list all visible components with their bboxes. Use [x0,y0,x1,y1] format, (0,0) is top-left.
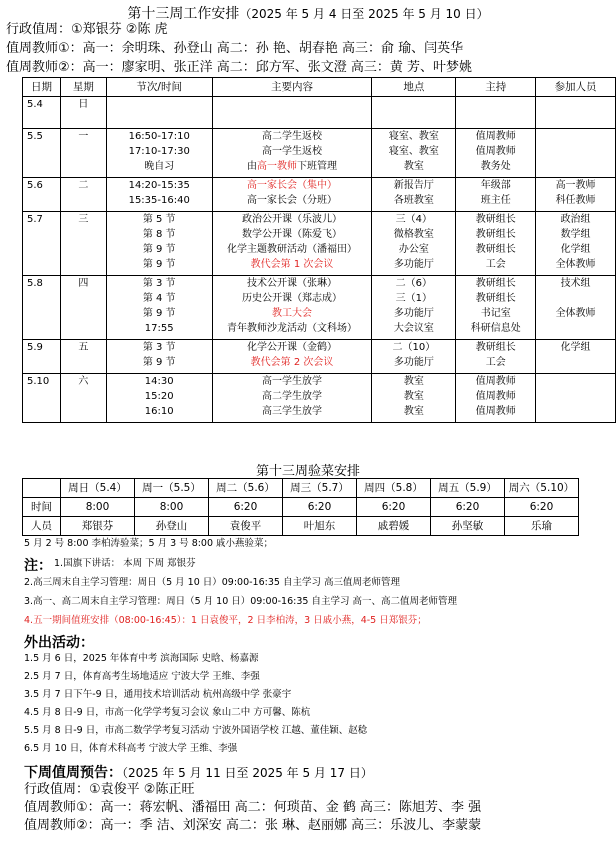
schedule-host-line: 值周教师 [475,146,516,157]
veg-time-cell: 8:00 [61,498,135,517]
schedule-time-line: 第 5 节 [142,214,176,225]
schedule-header-cell: 日期 [23,78,61,97]
schedule-time-line: 第 9 节 [142,357,176,368]
veg-day-cell: 周日（5.4） [61,479,135,498]
schedule-content-line: 高一家长会（分班） [247,195,338,206]
schedule-content-cell [212,97,372,129]
schedule-people-line [536,404,615,419]
schedule-people-line: 技术组 [560,278,591,289]
veg-table [22,478,579,536]
schedule-time-cell [106,276,212,340]
schedule-time-cell [106,374,212,423]
outing-heading: 外出活动： [24,635,94,651]
outing-item: 5.5 月 8 日-9 日，市高二数学学考复习活动 宁波外国语学校 江越、董佳颖、赵稔 [24,725,368,736]
veg-time-cell: 6:20 [283,498,357,517]
schedule-content-cell [212,178,372,212]
schedule-time-cell [106,129,212,178]
schedule-time-cell [106,97,212,129]
schedule-weekday-cell: 二 [60,178,106,212]
schedule-place-line: 教室 [403,376,424,387]
schedule-time-line: 16:50-17:10 [128,131,190,142]
schedule-host-line: 教研组长 [475,244,516,255]
veg-time-label: 时间 [23,498,61,517]
schedule-host-cell [456,97,536,129]
schedule-time-line: 第 3 节 [142,342,176,353]
schedule-place-line: 办公室 [398,244,429,255]
schedule-host-cell [456,212,536,276]
next-teacher-duty-2: 值周教师②：高一：季 洁、刘深安 高二：张 琳、赵丽娜 高三：乐波儿、李蒙蒙 [24,818,482,833]
veg-day-cell: 周四（5.8） [357,479,431,498]
schedule-host-line: 教研组长 [475,342,516,353]
veg-day-cell: 周二（5.6） [209,479,283,498]
schedule-host-line: 值周教师 [475,406,516,417]
schedule-place-line: 多功能厅 [393,357,434,368]
schedule-table [22,77,616,423]
schedule-host-line: 年级部 [480,180,511,191]
outing-item: 3.5 月 7 日下午-9 日，通用技术培训活动 杭州高级中学 张豪宇 [24,689,292,700]
schedule-weekday-cell: 一 [60,129,106,178]
schedule-content-line: 高一学生放学 [262,376,323,387]
schedule-time-line: 17:10-17:30 [128,146,190,157]
schedule-date-cell: 5.5 [23,129,61,178]
schedule-time-line: 第 8 节 [142,229,176,240]
veg-time-cell: 6:20 [209,498,283,517]
schedule-content-line: 教代会第 1 次会议 [250,259,334,270]
schedule-content-line: 高一学生返校 [262,146,323,157]
schedule-content-line [213,97,372,112]
schedule-host-cell [456,276,536,340]
outing-item: 1.5 月 6 日，2025 年体育中考 滨海国际 史晗、杨嘉源 [24,653,259,664]
schedule-time-line: 第 4 节 [142,293,176,304]
schedule-content-cell [212,374,372,423]
veg-note: 5 月 2 号 8:00 李柏涛验菜；5 月 3 号 8:00 戚小燕验菜； [24,538,274,549]
note-1: 1.国旗下讲话： 本周 下周 郑银芬 [54,558,196,569]
schedule-row [23,97,616,129]
schedule-people-line: 科任教师 [555,195,596,206]
schedule-weekday-cell: 五 [60,340,106,374]
veg-day-cell: 周五（5.9） [431,479,505,498]
veg-time-cell: 8:00 [135,498,209,517]
schedule-row [23,212,616,276]
schedule-time-line: 第 9 节 [142,259,176,270]
schedule-place-line: 教室 [403,406,424,417]
schedule-time-line: 晚自习 [144,161,175,172]
veg-person-cell: 孙坚敏 [431,517,505,536]
schedule-host-line: 教务处 [480,161,511,172]
schedule-row [23,276,616,340]
schedule-people-line [536,144,615,159]
schedule-content-line: 数学公开课（陈爱飞） [242,229,343,240]
schedule-time-cell [106,178,212,212]
schedule-header-cell: 星期 [60,78,106,97]
schedule-row [23,340,616,374]
veg-day-cell: 周一（5.5） [135,479,209,498]
outing-item: 4.5 月 8 日-9 日，市高一化学学考复习会议 象山二中 方可馨、陈杭 [24,707,311,718]
veg-days-row [23,479,579,498]
schedule-header-cell: 参加人员 [536,78,616,97]
next-week-heading [24,762,373,782]
schedule-people-cell [536,374,616,423]
schedule-weekday-cell: 日 [60,97,106,129]
schedule-time-cell [106,212,212,276]
schedule-time-line: 第 3 节 [142,278,176,289]
schedule-place-line: 二（6） [395,278,433,289]
schedule-host-cell [456,129,536,178]
outing-item: 2.5 月 7 日，体育高考生场地适应 宁波大学 王维、李强 [24,671,260,682]
schedule-time-cell [106,340,212,374]
title-date-range: （2025 年 5 月 4 日至 2025 年 5 月 10 日） [239,7,489,21]
schedule-people-line: 高一教师 [555,180,596,191]
next-admin-duty: 行政值周：①袁俊平 ②陈正旺 [24,782,195,797]
schedule-content-line: 教工大会 [272,308,313,319]
veg-person-label: 人员 [23,517,61,536]
note-2: 2.高三周末自主学习管理：周日（5 月 10 日）09:00-16:35 自主学习 高三值周老师管理 [24,577,400,588]
schedule-people-cell [536,97,616,129]
veg-time-row [23,498,579,517]
schedule-content-cell [212,129,372,178]
schedule-host-line: 班主任 [480,195,511,206]
schedule-people-line: 化学组 [560,342,591,353]
schedule-header-cell: 主持 [456,78,536,97]
veg-person-cell: 叶旭东 [283,517,357,536]
veg-person-cell: 戚碧媛 [357,517,431,536]
schedule-host-cell [456,374,536,423]
schedule-header-cell: 主要内容 [212,78,372,97]
schedule-place-cell [372,212,456,276]
schedule-row [23,178,616,212]
schedule-time-line: 第 9 节 [142,308,176,319]
schedule-place-cell [372,97,456,129]
schedule-time-line [107,97,212,112]
schedule-people-line [536,159,615,174]
schedule-host-line: 教研组长 [475,214,516,225]
schedule-content-line [213,159,372,174]
schedule-people-line [536,321,615,336]
schedule-host-line: 教研组长 [475,293,516,304]
schedule-date-cell: 5.7 [23,212,61,276]
schedule-date-cell: 5.6 [23,178,61,212]
notes-heading: 注： [24,558,52,574]
schedule-people-cell [536,340,616,374]
schedule-place-line: 新报告厅 [393,180,434,191]
outing-item: 6.5 月 10 日，体育术科高考 宁波大学 王维、李强 [24,743,238,754]
content-highlight: 高一教师 [257,161,298,172]
schedule-place-line: 大会议室 [393,323,434,334]
schedule-host-line: 工会 [485,357,506,368]
schedule-weekday-cell: 六 [60,374,106,423]
teacher-duty-2: 值周教师②：高一：廖家明、张正洋 高二：邱方军、张文澄 高三：黄 芳、叶梦姚 [6,60,473,75]
schedule-host-line: 值周教师 [475,391,516,402]
schedule-content-line: 化学主题教研活动（潘福田） [227,244,358,255]
schedule-time-line: 15:20 [144,391,174,402]
next-week-range: （2025 年 5 月 11 日至 2025 年 5 月 17 日） [122,766,373,780]
schedule-people-cell [536,129,616,178]
schedule-header-row [23,78,616,97]
veg-person-row [23,517,579,536]
schedule-time-line: 15:35-16:40 [128,195,190,206]
schedule-place-cell [372,340,456,374]
schedule-host-line: 书记室 [480,308,511,319]
schedule-content-cell [212,276,372,340]
schedule-place-cell [372,374,456,423]
veg-time-cell: 6:20 [505,498,579,517]
schedule-time-line: 14:20-15:35 [128,180,190,191]
schedule-place-line [372,97,455,112]
schedule-date-cell: 5.9 [23,340,61,374]
veg-person-cell: 袁俊平 [209,517,283,536]
schedule-content-cell [212,340,372,374]
schedule-row [23,129,616,178]
schedule-date-cell: 5.8 [23,276,61,340]
schedule-place-line: 多功能厅 [393,259,434,270]
schedule-date-cell: 5.4 [23,97,61,129]
schedule-content-line: 高二学生返校 [262,131,323,142]
schedule-content-line: 政治公开课（乐波儿） [242,214,343,225]
veg-time-cell: 6:20 [357,498,431,517]
schedule-content-line: 青年教师沙龙活动（文科场） [227,323,358,334]
page-title [0,3,616,23]
content-suffix: 下班管理 [297,161,338,172]
next-week-heading-text: 下周值周预告： [24,765,122,781]
schedule-people-cell [536,178,616,212]
veg-day-cell: 周三（5.7） [283,479,357,498]
schedule-place-line: 各班教室 [393,195,434,206]
schedule-people-cell [536,276,616,340]
schedule-place-line: 寝室、教室 [388,131,439,142]
schedule-time-line: 16:10 [144,406,174,417]
schedule-content-line: 化学公开课（金鹤） [247,342,338,353]
schedule-host-line: 科研信息处 [470,323,521,334]
schedule-place-line: 二（10） [392,342,436,353]
schedule-host-line: 值周教师 [475,376,516,387]
schedule-people-line [536,129,615,144]
note-4: 4.五一期间值班安排（08:00-16:45）：1 日袁俊平，2 日李柏涛，3 日戚小燕，4-5 日郑银芬； [24,615,427,626]
schedule-header-cell: 地点 [372,78,456,97]
schedule-host-line: 值周教师 [475,131,516,142]
schedule-people-line [536,97,615,112]
schedule-time-line: 17:55 [144,323,174,334]
schedule-weekday-cell: 四 [60,276,106,340]
schedule-content-line: 高一家长会（集中） [247,180,338,191]
schedule-host-line: 教研组长 [475,229,516,240]
schedule-host-line: 教研组长 [475,278,516,289]
schedule-row [23,374,616,423]
schedule-place-cell [372,178,456,212]
schedule-weekday-cell: 三 [60,212,106,276]
schedule-place-line: 教室 [403,161,424,172]
schedule-date-cell: 5.10 [23,374,61,423]
schedule-place-line: 寝室、教室 [388,146,439,157]
schedule-host-cell [456,340,536,374]
note-3: 3.高一、高二周末自主学习管理：周日（5 月 10 日）09:00-16:35 自主学习 高一、高二值周老师管理 [24,596,457,607]
schedule-time-line: 14:30 [144,376,174,387]
schedule-people-line [536,291,615,306]
veg-person-cell: 孙登山 [135,517,209,536]
schedule-people-line: 政治组 [560,214,591,225]
schedule-place-line: 教室 [403,391,424,402]
schedule-host-line: 工会 [485,259,506,270]
schedule-people-line [536,389,615,404]
schedule-place-cell [372,129,456,178]
schedule-host-line [456,97,535,112]
schedule-header-cell: 节次/时间 [106,78,212,97]
schedule-time-line: 第 9 节 [142,244,176,255]
schedule-place-line: 微格教室 [393,229,434,240]
schedule-content-line: 技术公开课（张琳） [247,278,338,289]
schedule-people-cell [536,212,616,276]
schedule-people-line [536,355,615,370]
schedule-people-line: 全体教师 [555,308,596,319]
schedule-place-line: 多功能厅 [393,308,434,319]
schedule-content-line: 历史公开课（郑志成） [242,293,343,304]
veg-corner-cell [23,479,61,498]
schedule-people-line: 化学组 [560,244,591,255]
schedule-content-line: 高二学生放学 [262,391,323,402]
admin-duty: 行政值周：①郑银芬 ②陈 虎 [6,22,168,37]
title-text: 第十三周工作安排 [127,6,240,22]
schedule-people-line: 全体教师 [555,259,596,270]
veg-person-cell: 乐瑜 [505,517,579,536]
schedule-people-line [536,374,615,389]
schedule-content-line: 高三学生放学 [262,406,323,417]
schedule-content-line: 教代会第 2 次会议 [250,357,334,368]
veg-day-cell: 周六（5.10） [505,479,579,498]
veg-title: 第十三周验菜安排 [255,464,360,479]
content-prefix: 由 [247,161,258,172]
schedule-place-line: 三（4） [395,214,433,225]
schedule-place-cell [372,276,456,340]
schedule-content-cell [212,212,372,276]
schedule-place-line: 三（1） [395,293,433,304]
next-teacher-duty-1: 值周教师①：高一：蒋宏帆、潘福田 高二：何琐苗、金 鹤 高三：陈旭芳、李 强 [24,800,482,815]
schedule-host-cell [456,178,536,212]
teacher-duty-1: 值周教师①：高一：余明珠、孙登山 高二：孙 艳、胡春艳 高三：俞 瑜、闫英华 [6,41,464,56]
schedule-people-line: 数学组 [560,229,591,240]
veg-time-cell: 6:20 [431,498,505,517]
veg-person-cell: 郑银芬 [61,517,135,536]
